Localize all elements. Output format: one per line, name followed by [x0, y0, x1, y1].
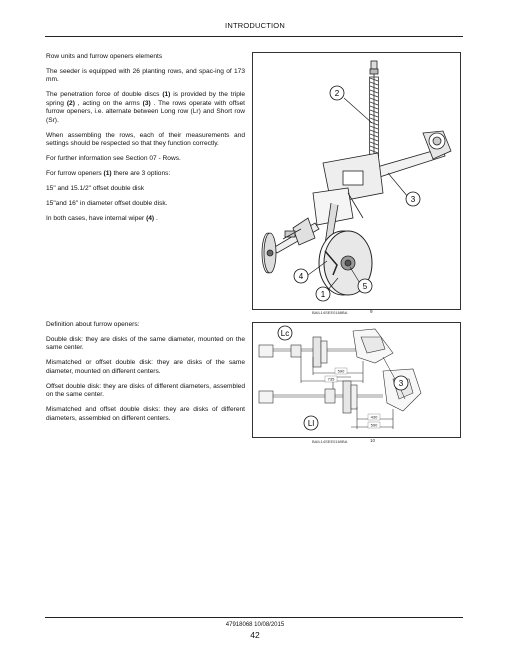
- page-number: 42: [250, 630, 260, 640]
- callout-1: [316, 287, 330, 301]
- callout-2: [330, 86, 344, 100]
- svg-text:Lc: Lc: [280, 329, 290, 338]
- figure2-caption-code: BAIL14SEE0169BA: [312, 439, 348, 444]
- definition-mismatched-offset: Mismatched and offset double disks: they are disks of different diameters, assembled on different centers.: [46, 406, 245, 422]
- section-row-units: [46, 53, 245, 230]
- callout-4: [294, 269, 308, 283]
- footer-document-code: 47918068 10/08/2015: [225, 622, 285, 628]
- dimension-590-bottom: 590: [370, 422, 378, 428]
- dimension-590: 590: [337, 368, 345, 374]
- section-furrow-definitions: [46, 321, 245, 430]
- svg-text:3: 3: [398, 379, 404, 388]
- label-ll: [304, 416, 318, 430]
- svg-text:3: 3: [410, 195, 416, 204]
- paragraph-planting-rows: The seeder is equipped with 26 planting rows, and spac-ing of 173 mm.: [46, 68, 245, 84]
- paragraph-assembly: When assembling the rows, each of their measurements and settings should be respected so that they function correctly.: [46, 131, 245, 148]
- figure1-caption-code: BAIL14SEE0168BA: [312, 310, 348, 315]
- furrow-opener-drawing: [253, 323, 460, 437]
- callout-5: [358, 279, 372, 293]
- callout-3: [406, 192, 420, 206]
- definition-offset: Offset double disk: they are disks of different diameters, assembled on the same center.: [46, 382, 245, 399]
- svg-text:4: 4: [298, 272, 304, 281]
- svg-text:1: 1: [320, 290, 326, 299]
- page-header-title: INTRODUCTION: [225, 21, 285, 30]
- dimension-430: 430: [370, 414, 378, 420]
- paragraph-further-info: For further information see Section 07 - Rows.: [46, 155, 181, 163]
- label-lc: [278, 326, 292, 340]
- paragraph-wiper: In both cases, have internal wiper (4) .: [46, 215, 158, 223]
- figure1-caption-number: 9: [370, 309, 373, 314]
- paragraph-options: For furrow openers (1) there are 3 options:: [46, 170, 171, 178]
- header-rule: [45, 36, 463, 37]
- footer-rule: [45, 617, 463, 618]
- row-unit-illustration: [253, 53, 460, 309]
- figure-furrow-openers: [252, 322, 461, 438]
- section-heading: Definition about furrow openers:: [46, 321, 140, 328]
- section-heading: Row units and furrow openers elements: [46, 53, 163, 60]
- figure-row-unit: [252, 52, 461, 310]
- definition-double-disk: Double disk: they are disks of the same diameter, mounted on the same center.: [46, 336, 245, 352]
- option-15-offset: 15" and 15.1/2" offset double disk: [46, 185, 145, 193]
- svg-text:5: 5: [362, 282, 368, 291]
- option-15-16-offset: 15"and 16" in diameter offset double disk.: [46, 200, 168, 208]
- svg-text:Ll: Ll: [307, 419, 315, 428]
- svg-text:2: 2: [334, 89, 340, 98]
- figure2-caption-number: 10: [370, 438, 376, 443]
- dimension-735: 735: [327, 376, 335, 382]
- definition-mismatched: Mismatched or offset double disk: they are disks of the same diameter, mounted on different centers.: [46, 359, 245, 375]
- paragraph-penetration-force: The penetration force of double discs (1) is provided by the triple spring (2) , acting on the arms (3) . The rows operate with offset furrow openers, i.e. alternate between Long row (Lr) and Short row (Sr).: [46, 91, 245, 124]
